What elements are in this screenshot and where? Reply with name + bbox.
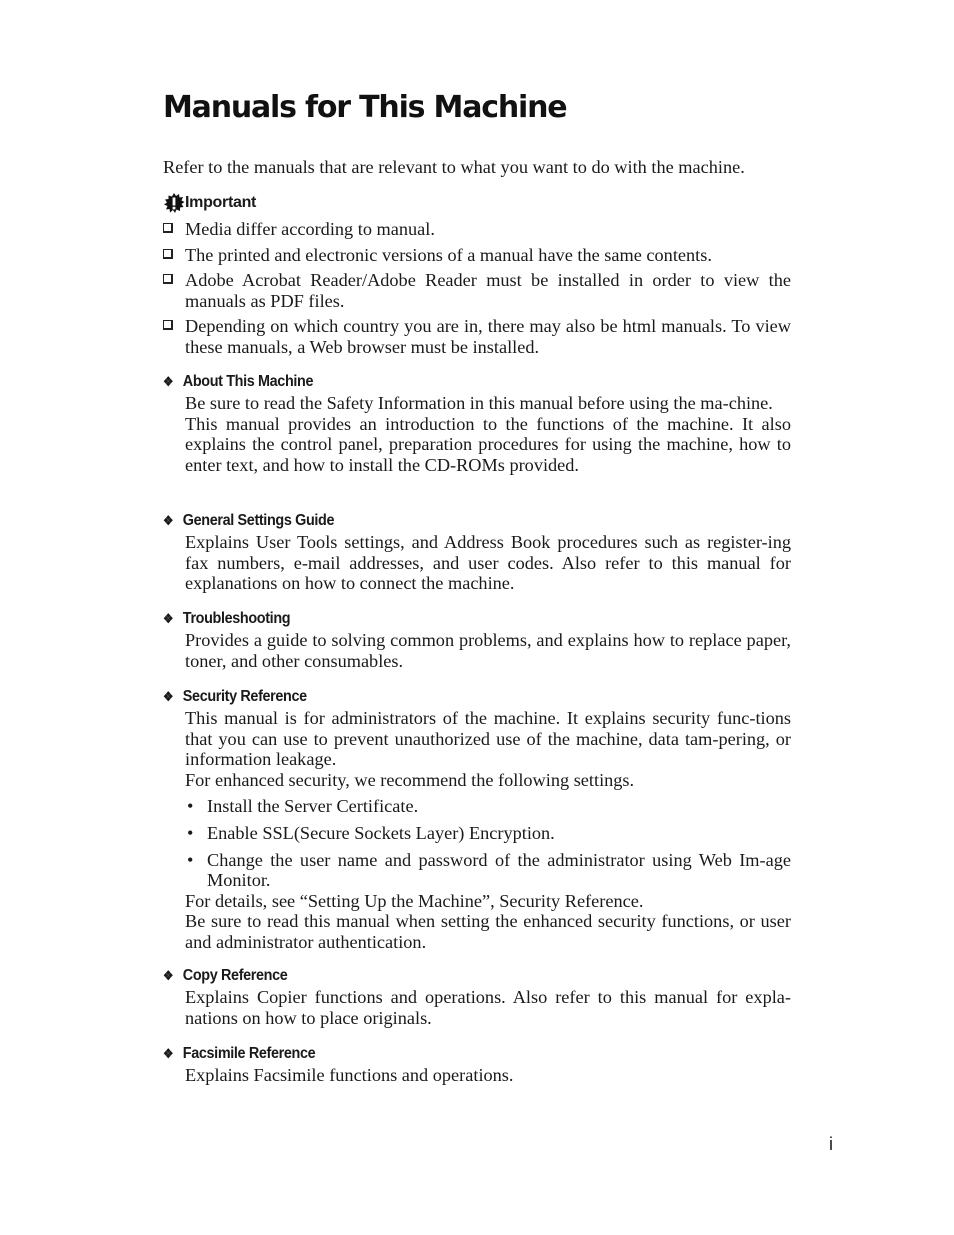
important-block: [163, 192, 791, 358]
important-heading: [163, 192, 791, 214]
diamond-icon: ❖: [163, 1045, 174, 1061]
checkbox-icon: [163, 320, 173, 330]
page-title: Manuals for This Machine: [163, 90, 567, 125]
section-heading: ❖ About This Machine: [163, 371, 728, 393]
bullet-icon: •: [187, 796, 194, 817]
section-general-settings-guide: [163, 510, 791, 594]
section-heading: ❖ Troubleshooting: [163, 608, 728, 630]
section-heading: ❖ General Settings Guide: [163, 510, 728, 532]
section-body: This manual is for administrators of the machine. It explains security func-tions that you can use to prevent unauthorized use of the machine, data tam-pering, or information leakage. For enhanced security, we recommend the following settings. • Install the Server Certificate. • Enable SSL(Secure Sockets Layer) Encryption. • Change the user name and password of the administrator using Web Im-age Monitor. For details, see “Setting Up the Machine”, Security Reference. Be sure to read this manual when setting the enhanced security functions, or user and administrator authentication.: [185, 708, 791, 952]
bullet-icon: •: [187, 822, 194, 843]
list-item: • Change the user name and password of the administrator using Web Im-age Monitor.: [187, 849, 791, 891]
section-body: Provides a guide to solving common problems, and explains how to replace paper, toner, and other consumables.: [185, 630, 791, 671]
checkbox-icon: [163, 223, 173, 233]
diamond-icon: ❖: [163, 512, 174, 528]
important-icon: [163, 192, 185, 214]
checkbox-icon: [163, 274, 173, 284]
section-about-this-machine: [163, 371, 791, 475]
important-list: [163, 219, 791, 358]
section-copy-reference: [163, 965, 791, 1028]
section-heading: ❖ Security Reference: [163, 686, 728, 708]
section-body: Explains Facsimile functions and operations.: [185, 1065, 514, 1085]
diamond-icon: ❖: [163, 610, 174, 626]
diamond-icon: ❖: [163, 967, 174, 983]
list-item: Depending on which country you are in, there may also be html manuals. To view these manuals, a Web browser must be installed.: [163, 316, 791, 357]
section-heading: ❖ Copy Reference: [163, 965, 728, 987]
list-item: • Install the Server Certificate.: [187, 796, 419, 817]
section-troubleshooting: [163, 608, 791, 671]
diamond-icon: ❖: [163, 373, 174, 389]
security-settings-list: [185, 796, 791, 890]
important-label: Important: [185, 193, 257, 211]
intro-text: Refer to the manuals that are relevant to what you want to do with the machine.: [163, 157, 745, 177]
section-body: Explains User Tools settings, and Address Book procedures such as register-ing fax numbers, e-mail addresses, and user codes. Also refer to this manual for explanations on how to connect the machine.: [185, 532, 791, 594]
diamond-icon: ❖: [163, 688, 174, 704]
list-item: • Enable SSL(Secure Sockets Layer) Encryption.: [187, 822, 555, 843]
section-heading: ❖ Facsimile Reference: [163, 1043, 728, 1065]
section-body: Explains Copier functions and operations. Also refer to this manual for expla-nations on how to place originals.: [185, 987, 791, 1028]
checkbox-icon: [163, 249, 173, 259]
page-number: i: [829, 1134, 833, 1154]
section-security-reference: [163, 686, 791, 953]
section-body: Be sure to read the Safety Information in this manual before using the ma-chine. This manual provides an introduction to the functions of the machine. It also explains the control panel, preparation procedures for using the machine, how to enter text, and how to install the CD-ROMs provided.: [185, 393, 791, 475]
section-facsimile-reference: [163, 1043, 791, 1086]
list-item: Adobe Acrobat Reader/Adobe Reader must be installed in order to view the manuals as PDF files.: [163, 270, 791, 311]
list-item: Media differ according to manual.: [163, 219, 791, 240]
bullet-icon: •: [187, 849, 194, 870]
list-item: The printed and electronic versions of a manual have the same contents.: [163, 245, 791, 266]
